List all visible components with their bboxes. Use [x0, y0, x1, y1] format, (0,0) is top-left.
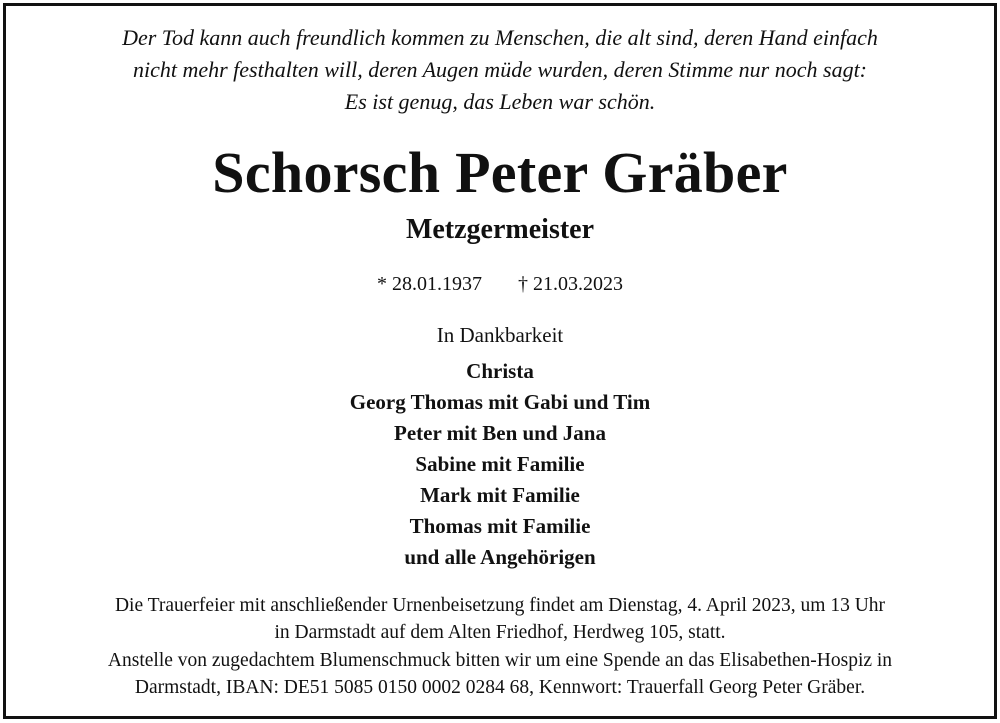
mourners-intro: In Dankbarkeit: [436, 323, 564, 347]
quote-line-2: nicht mehr festhalten will, deren Augen müde wurden, deren Stimme nur noch sagt:: [132, 57, 868, 82]
mourner-name: Christa: [466, 359, 534, 383]
mourner-name: Peter mit Ben und Jana: [394, 421, 606, 445]
death-date: † 21.03.2023: [518, 273, 623, 295]
deceased-name: Schorsch Peter Gräber: [212, 140, 788, 205]
ceremony-info-line: Die Trauerfeier mit anschließender Urnenbeisetzung findet am Dienstag, 4. April 2023, um 13 Uhr: [114, 595, 886, 616]
quote-line-1: Der Tod kann auch freundlich kommen zu Menschen, die alt sind, deren Hand einfach: [122, 25, 878, 50]
mourner-name: Sabine mit Familie: [415, 452, 585, 476]
donation-info-line: Darmstadt, IBAN: DE51 5085 0150 0002 0284 68, Kennwort: Trauerfall Georg Peter Gräber.: [134, 677, 866, 698]
birth-date: * 28.01.1937: [377, 273, 482, 295]
mourner-name: Thomas mit Familie: [409, 514, 591, 538]
mourner-name: Georg Thomas mit Gabi und Tim: [349, 390, 651, 414]
donation-info-line: Anstelle von zugedachtem Blumenschmuck bitten wir um eine Spende an das Elisabethen-Hospiz in: [107, 650, 893, 671]
quote-line-3: Es ist genug, das Leben war schön.: [344, 89, 656, 114]
mourner-name: Mark mit Familie: [420, 483, 580, 507]
deceased-profession: Metzgermeister: [405, 214, 595, 245]
mourner-name: und alle Angehörigen: [404, 545, 596, 569]
life-dates: [0, 270, 1000, 298]
ceremony-info-line: in Darmstadt auf dem Alten Friedhof, Herdweg 105, statt.: [274, 622, 726, 643]
